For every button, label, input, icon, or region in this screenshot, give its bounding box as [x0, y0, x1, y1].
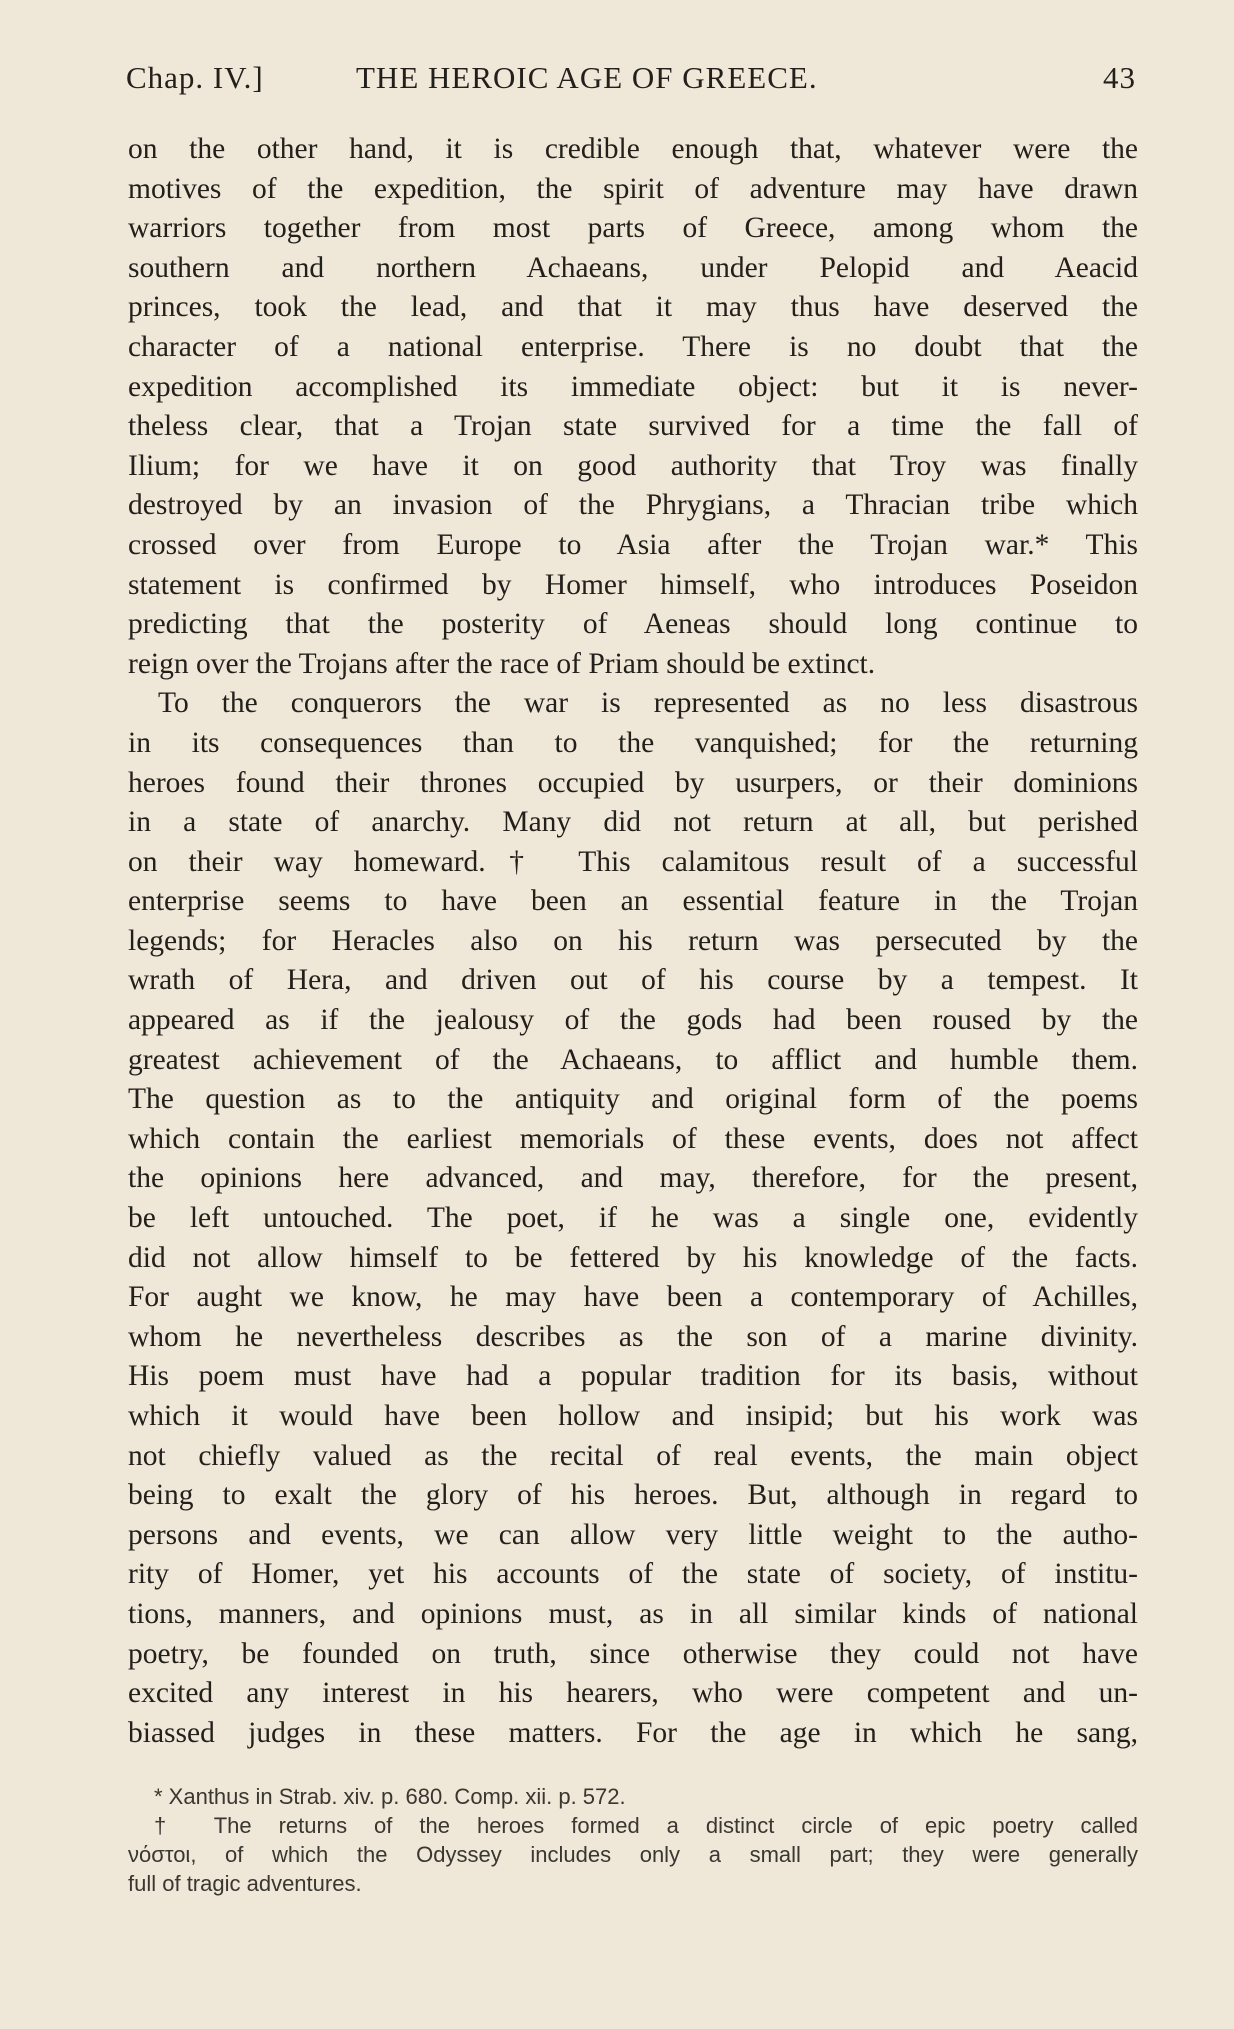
- text-line: princes, took the lead, and that it may thus have deserved the: [128, 291, 1138, 324]
- text-line: southern and northern Achaeans, under Pelopid and Aeacid: [128, 251, 1138, 284]
- text-line: His poem must have had a popular tradition for its basis, without: [128, 1360, 1138, 1393]
- text-line: poetry, be founded on truth, since otherwise they could not have: [128, 1637, 1138, 1670]
- text-line: destroyed by an invasion of the Phrygians, a Thracian tribe which: [128, 489, 1138, 522]
- text-line: persons and events, we can allow very little weight to the autho-: [128, 1518, 1138, 1551]
- text-line: not chiefly valued as the recital of real events, the main object: [128, 1439, 1138, 1472]
- text-line: To the conquerors the war is represented as no less disastrous: [158, 687, 1138, 720]
- text-line: warriors together from most parts of Greece, among whom the: [128, 212, 1138, 245]
- text-line: reign over the Trojans after the race of Priam should be extinct.: [128, 647, 876, 680]
- text-line: in its consequences than to the vanquished; for the returning: [128, 726, 1138, 759]
- text-line: legends; for Heracles also on his return was persecuted by the: [128, 924, 1138, 957]
- text-line: excited any interest in his hearers, who were competent and un-: [128, 1677, 1138, 1710]
- text-line: in a state of anarchy. Many did not return at all, but perished: [128, 806, 1138, 839]
- footnote-line: full of tragic adventures.: [128, 1871, 362, 1896]
- text-line: appeared as if the jealousy of the gods had been roused by the: [128, 1004, 1138, 1037]
- text-line: expedition accomplished its immediate object: but it is never-: [128, 370, 1138, 403]
- text-line: which contain the earliest memorials of these events, does not affect: [128, 1122, 1138, 1155]
- text-line: the opinions here advanced, and may, therefore, for the present,: [128, 1162, 1138, 1195]
- text-line: be left untouched. The poet, if he was a single one, evidently: [128, 1202, 1138, 1235]
- text-line: on the other hand, it is credible enough that, whatever were the: [128, 133, 1138, 165]
- text-line: wrath of Hera, and driven out of his course by a tempest. It: [128, 964, 1138, 997]
- text-line: motives of the expedition, the spirit of adventure may have drawn: [128, 172, 1138, 205]
- running-head: [126, 60, 1136, 106]
- text-line: predicting that the posterity of Aeneas should long continue to: [128, 608, 1138, 641]
- footnote-line: † The returns of the heroes formed a distinct circle of epic poetry called: [154, 1813, 1138, 1838]
- text-line: statement is confirmed by Homer himself, who introduces Poseidon: [128, 568, 1138, 601]
- text-line: tions, manners, and opinions must, as in all similar kinds of national: [128, 1597, 1138, 1630]
- body-text: [128, 130, 1138, 1753]
- footnote-line: νόστοι, of which the Odyssey includes only a small part; they were generally: [128, 1842, 1138, 1867]
- footnote-line: * Xanthus in Strab. xiv. p. 680. Comp. xii. p. 572.: [154, 1784, 626, 1809]
- text-line: character of a national enterprise. There is no doubt that the: [128, 330, 1138, 363]
- text-line: heroes found their thrones occupied by usurpers, or their dominions: [128, 766, 1138, 799]
- text-line: which it would have been hollow and insipid; but his work was: [128, 1400, 1138, 1432]
- text-line: greatest achievement of the Achaeans, to afflict and humble them.: [128, 1043, 1138, 1076]
- text-line: biassed judges in these matters. For the age in which he sang,: [128, 1716, 1138, 1749]
- text-line: rity of Homer, yet his accounts of the state of society, of institu-: [128, 1558, 1138, 1591]
- text-line: For aught we know, he may have been a contemporary of Achilles,: [128, 1281, 1138, 1314]
- text-line: The question as to the antiquity and original form of the poems: [128, 1083, 1138, 1116]
- text-line: Ilium; for we have it on good authority that Troy was finally: [128, 449, 1138, 482]
- footnotes: [128, 1782, 1138, 1898]
- text-line: on their way homeward.† This calamitous result of a successful: [128, 845, 1138, 878]
- page-header-title: THE HEROIC AGE OF GREECE.: [356, 60, 818, 95]
- text-line: enterprise seems to have been an essential feature in the Trojan: [128, 885, 1138, 918]
- text-line: whom he nevertheless describes as the son of a marine divinity.: [128, 1320, 1138, 1353]
- text-line: being to exalt the glory of his heroes. But, although in regard to: [128, 1479, 1138, 1512]
- chapter-label: Chap. IV.]: [126, 60, 264, 95]
- page-number: 43: [1103, 60, 1136, 95]
- text-line: did not allow himself to be fettered by his knowledge of the facts.: [128, 1241, 1138, 1274]
- text-line: crossed over from Europe to Asia after the Trojan war.* This: [128, 528, 1138, 561]
- text-line: theless clear, that a Trojan state survived for a time the fall of: [128, 410, 1138, 443]
